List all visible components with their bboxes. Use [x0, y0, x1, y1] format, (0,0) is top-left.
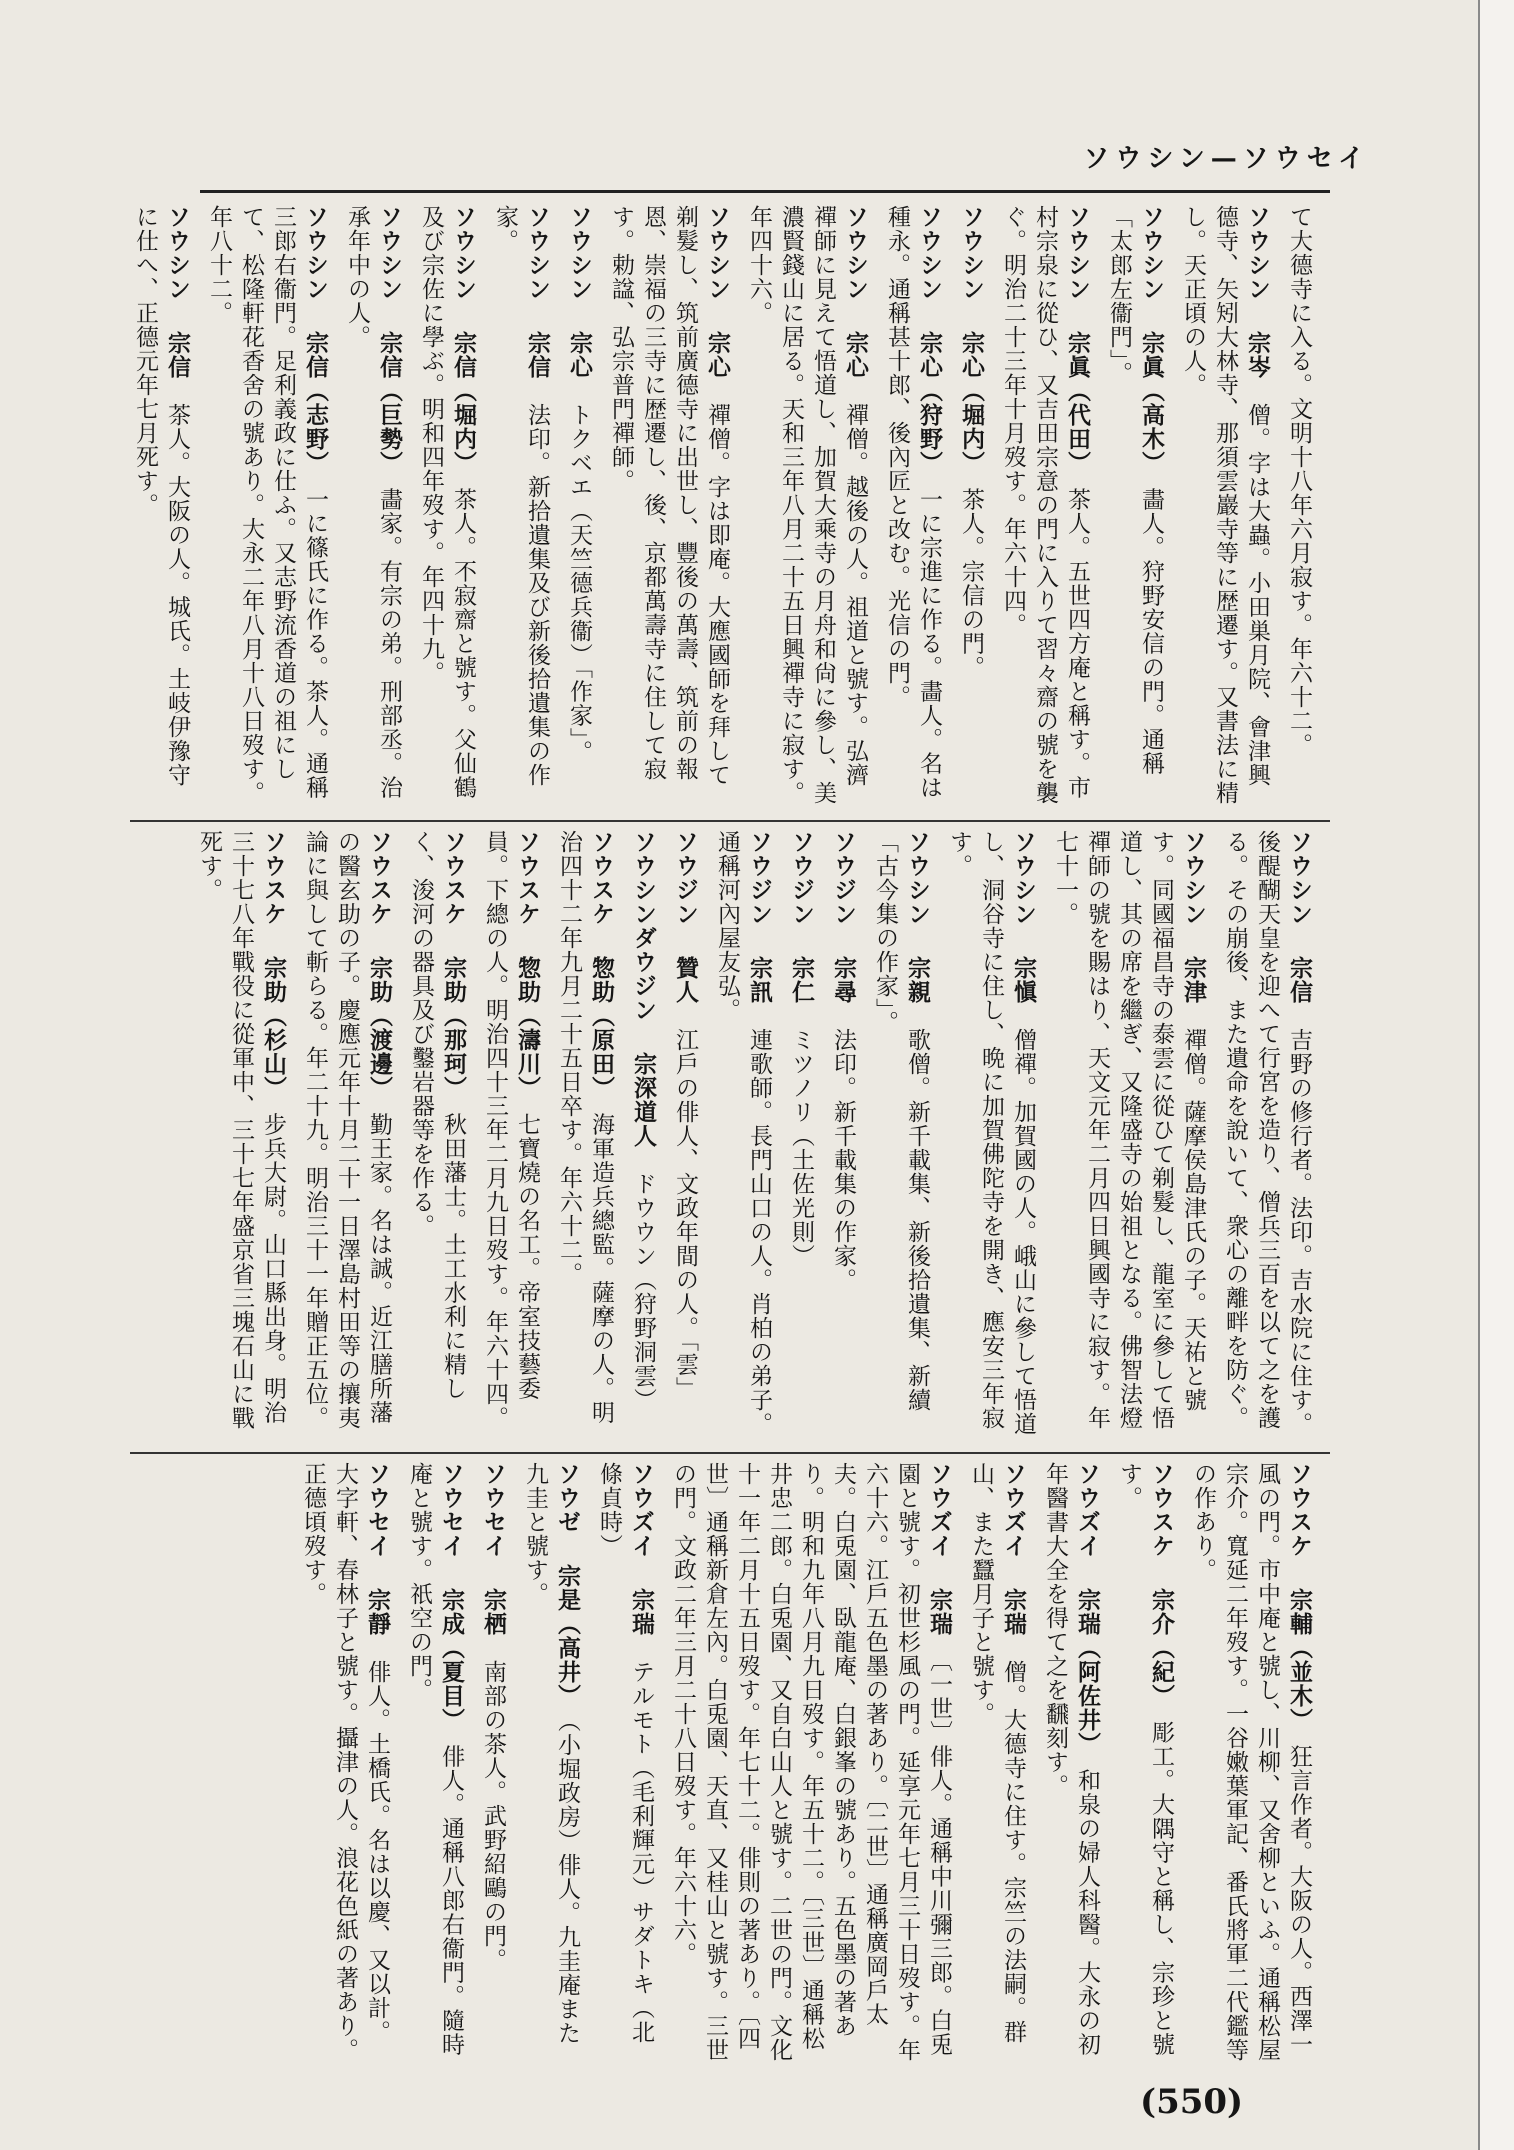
entry-reading: ソウスケ: [514, 830, 540, 926]
entry-text: 彫工。大隅守と稱し、宗珍と號す。: [1116, 1462, 1174, 2057]
entry-reading: ソウシン: [1010, 830, 1036, 926]
entry-name: 宗瑞: [628, 1588, 655, 1636]
dictionary-entry: [1039, 1462, 1103, 2062]
dictionary-entry: [1103, 205, 1167, 810]
entry-name: 宗信（巨勢）: [376, 331, 403, 464]
entry-reading: ソウシン: [376, 205, 402, 301]
entry-reading: ソウスケ: [1286, 1462, 1312, 1558]
dictionary-entry: [669, 830, 701, 1442]
entry-name: 宗尋: [830, 956, 857, 1004]
entry-text: 畵家。有宗の弟。刑部丞。治承年中の人。: [344, 205, 402, 800]
entry-text: 僧禪。加賀國の人。峨山に參して悟道し、洞谷寺に住し、晩に加賀佛陀寺を開き、應安三年寂す。: [946, 830, 1036, 1436]
page-edge: [1478, 0, 1514, 2150]
entry-reading: ソウゼ: [554, 1462, 580, 1534]
header-rule: [200, 190, 1330, 193]
dictionary-entry: [1177, 205, 1273, 810]
entry-name: 惣助（濤川）: [514, 956, 541, 1089]
entry-name: 宗栖: [480, 1588, 507, 1636]
entry-name: 宗輔（並木）: [1286, 1588, 1313, 1721]
entry-text: 俳人。土橋氏。名は以慶、又以計。大字軒、春林子と號す。攝津の人。浪花色紙の著あり。正德頃歿す。: [300, 1462, 390, 2062]
entry-text: 僧。大德寺に住す。宗竺の法嗣。群山、また蠶月子と號す。: [968, 1462, 1026, 2044]
entry-reading: ソウシン: [704, 205, 730, 301]
entry-text: ミツノリ（土佐光則）: [788, 1028, 814, 1268]
entry-text: ドウウン（狩野洞雲）: [630, 1172, 656, 1412]
dictionary-entry: [405, 830, 469, 1442]
dictionary-entry: [869, 830, 933, 1442]
entry-text: 禪僧。字は即庵。大應國師を拜して剃髮し、筑前廣德寺に出世し、豐後の萬壽、筑前の報恩、崇福の三寺に歴遷し、後、京都萬壽寺に住して寂す。勅諡、弘宗普門禪師。: [608, 205, 730, 787]
dictionary-entry: [785, 830, 817, 1442]
entry-name: 宗仁: [788, 956, 815, 1004]
entry-name: 宗心: [566, 331, 593, 379]
entry-reading: ソウジン: [672, 830, 698, 926]
entry-reading: ソウシン: [566, 205, 592, 301]
entry-text: 茶人。宗信の門。: [958, 487, 984, 680]
entry-name: 宗助（渡邊）: [366, 956, 393, 1089]
entry-text: 一に宗進に作る。畵人。名は種永。通稱甚十郎、後內匠と改む。光信の門。: [884, 205, 942, 800]
entry-name: 宗心（狩野）: [916, 331, 943, 464]
running-head: ソウシン—ソウセイ: [1083, 144, 1370, 174]
dictionary-entry: [965, 1462, 1029, 2062]
entry-reading: ソウシン: [1138, 205, 1164, 301]
entry-reading: ソウスケ: [588, 830, 614, 926]
entry-name: 宗信: [164, 331, 191, 379]
entry-name: 宗靜: [364, 1588, 391, 1636]
entry-name: 宗瑞（阿佐井）: [1074, 1588, 1101, 1745]
dictionary-entry: [403, 1462, 467, 2062]
entry-text: 吉野の修行者。法印。吉水院に住す。後醍醐天皇を迎へて行宮を造り、僧兵三百を以て之を護る。その崩後、また遺命を說いて、衆心の離畔を防ぐ。: [1222, 830, 1312, 1436]
dictionary-entry: [955, 205, 987, 810]
entry-text: 一に篠氏に作る。茶人。通稱三郎右衞門。足利義政に仕ふ。又志野流香道の祖にして、松隆軒花香舍の號あり。大永二年八月十八日歿す。年八十二。: [206, 205, 328, 805]
entry-reading: ソウジン: [746, 830, 772, 926]
entry-reading: ソウスケ: [366, 830, 392, 926]
entry-reading: ソウズイ: [1074, 1462, 1100, 1558]
dictionary-entry: [415, 205, 479, 810]
entry-name: 宗眞（高木）: [1138, 331, 1165, 464]
entry-text: テルモト（毛利輝元）サダトキ（北條貞時）: [596, 1462, 654, 2044]
entry-text: 畵人。狩野安信の門。通稱「太郎左衞門」。: [1106, 205, 1164, 776]
entry-text: 連歌師。長門山口の人。肖柏の弟子。通稱河內屋友弘。: [714, 830, 772, 1436]
entry-reading: ソウジン: [830, 830, 856, 926]
entry-text: 茶人。大阪の人。城氏。土岐伊豫守に仕へ、正德元年七月死す。: [132, 205, 190, 787]
dictionary-entry: [711, 830, 775, 1442]
entry-name: 宗信（堀内）: [450, 331, 477, 464]
entry-name: 宗信: [1286, 956, 1313, 1004]
entry-name: 宗深道人: [630, 1052, 657, 1148]
dictionary-entry: [593, 1462, 657, 2062]
entry-reading: ソウスケ: [440, 830, 466, 926]
entry-text: 南部の茶人。武野紹鷗の門。: [480, 1660, 506, 1972]
entry-text: 禪僧。薩摩侯島津氏の子。天祐と號す。同國福昌寺の泰雲に從ひて剃髮し、龍室に參して悟道し、其の席を繼ぎ、又隆盛寺の始祖となる。佛智法燈禪師の號を賜はり、天文元年二月四日興國寺に寂す。年七十一。: [1052, 830, 1206, 1430]
entry-reading: ソウシン: [1286, 830, 1312, 926]
dictionary-entry: [1283, 205, 1315, 810]
dictionary-entry: [553, 830, 617, 1442]
entry-reading: ソウシン: [1064, 205, 1090, 301]
entry-reading: ソウシン: [524, 205, 550, 301]
entry-reading: ソウスケ: [1148, 1462, 1174, 1558]
entry-reading: ソウズイ: [628, 1462, 654, 1558]
entry-text: 法印。新拾遺集及び新後拾遺集の作家。: [492, 205, 550, 787]
dictionary-entry: [519, 1462, 583, 2062]
entry-name: 宗瑞: [1000, 1588, 1027, 1636]
entry-text: 秋田藩士。土工水利に精しく、浚河の器具及び鑿岩器等を作る。: [408, 830, 466, 1401]
entry-reading: ソウシン: [842, 205, 868, 301]
entry-name: 宗心: [842, 331, 869, 379]
entry-name: 宗是（高井）: [554, 1564, 581, 1697]
block-bottom: [145, 1462, 1315, 2062]
entry-name: 宗成（夏目）: [438, 1588, 465, 1721]
dictionary-entry: [489, 205, 553, 810]
entry-text: （小堀政房）俳人。九圭庵また九圭と號す。: [522, 1462, 580, 2045]
entry-reading: ソウシン: [904, 830, 930, 926]
dictionary-entry: [297, 1462, 393, 2062]
entry-reading: ソウセイ: [364, 1462, 390, 1558]
dictionary-entry: [477, 1462, 509, 2062]
divider-rule: [130, 1452, 1330, 1454]
entry-name: 宗訊: [746, 956, 773, 1004]
entry-text: 江戶の俳人、文政年間の人。「雲」: [672, 1028, 698, 1401]
dictionary-entry: [563, 205, 595, 810]
entry-text: 七寶燒の名工。帝室技藝委員。下總の人。明治四十三年二月九日歿す。年六十四。: [482, 830, 540, 1430]
entry-text: 海軍造兵總監。薩摩の人。明治四十二年九月二十五日卒す。年六十二。: [556, 830, 614, 1425]
entry-name: 宗愼: [1010, 956, 1037, 1004]
entry-text: 歌僧。新千載集、新後拾遺集、新續「古今集の作家」。: [872, 830, 930, 1412]
dictionary-entry: [743, 205, 871, 810]
entry-name: 宗信（志野）: [302, 331, 329, 464]
entry-text: 僧。字は大蟲。小田巣月院、會津興德寺、矢矧大林寺、那須雲巖寺等に歴遷す。又書法に精し。天正頃の人。: [1180, 205, 1270, 805]
entry-reading: ソウセイ: [438, 1462, 464, 1558]
dictionary-entry: [129, 205, 193, 810]
dictionary-entry: [943, 830, 1039, 1442]
entry-reading: ソウシンダウジン: [630, 830, 656, 1022]
entry-text: トクベエ（天竺德兵衞）「作家」。: [566, 403, 592, 764]
entry-reading: ソウシン: [1180, 830, 1206, 926]
entry-name: 惣助（原田）: [588, 956, 615, 1089]
entry-text: 狂言作者。大阪の人。西澤一風の門。市中庵と號し、川柳、又舍柳といふ。通稱松屋宗介。寬延二年歿す。一谷嫩葉軍記、番氏將軍二代鑑等の作あり。: [1190, 1462, 1312, 2062]
dictionary-entry: [881, 205, 945, 810]
entry-reading: ソウシン: [958, 205, 984, 301]
entry-reading: ソウシン: [916, 205, 942, 301]
dictionary-entry: [1113, 1462, 1177, 2062]
entry-name: 宗助（那珂）: [440, 956, 467, 1089]
entry-name: 宗信: [524, 331, 551, 379]
entry-reading: ソウシン: [164, 205, 190, 301]
entry-reading: ソウシン: [302, 205, 328, 301]
entry-name: 宗瑞: [926, 1588, 953, 1636]
entry-reading: ソウズイ: [1000, 1462, 1026, 1558]
entry-reading: ソウスケ: [260, 830, 286, 926]
dictionary-entry: [341, 205, 405, 810]
entry-text: て大德寺に入る。文明十八年六月寂す。年六十二。: [1286, 205, 1312, 757]
entry-name: 宗津: [1180, 956, 1207, 1004]
dictionary-entry: [299, 830, 395, 1442]
entry-text: 和泉の婦人科醫。大永の初年醫書大全を得て之を飜刻す。: [1042, 1462, 1100, 2057]
entry-text: 茶人。不寂齋と號す。父仙鶴及び宗佐に學ぶ。明和四年歿す。年四十九。: [418, 205, 476, 800]
entry-name: 宗親: [904, 956, 931, 1004]
entry-text: 步兵大尉。山口縣出身。明治三十七八年戰役に從軍中、三十七年盛京省三塊石山に戰死す。: [196, 830, 286, 1430]
entry-name: 宗心（堀内）: [958, 331, 985, 464]
entry-text: 禪僧。越後の人。祖道と號す。弘濟禪師に見えて悟道し、加賀大乘寺の月舟和尙に參し、美濃賢錢山に居る。天和三年八月二十五日興禪寺に寂す。年四十六。: [746, 205, 868, 805]
entry-text: 俳人。通稱八郎右衞門。隨時庵と號す。祇空の門。: [406, 1462, 464, 2057]
entry-reading: ソウジン: [788, 830, 814, 926]
entry-name: 贊人: [672, 956, 699, 1004]
entry-reading: ソウズイ: [926, 1462, 952, 1558]
entry-reading: ソウシン: [450, 205, 476, 301]
entry-name: 宗介（紀）: [1148, 1588, 1175, 1697]
entry-name: 宗岑: [1244, 331, 1271, 379]
entry-text: 茶人。五世四方庵と稱す。市村宗泉に從ひ、又吉田宗意の門に入りて習々齋の號を襲ぐ。明治二十三年十月歿す。年六十四。: [1000, 205, 1090, 805]
entry-name: 宗眞（代田）: [1064, 331, 1091, 464]
page-number: (550): [1140, 2082, 1244, 2122]
entry-text: 〔一世〕俳人。通稱中川彌三郎。白兎園と號す。初世杉風の門。延享元年七月三十日歿す。年六十六。江戶五色墨の著あり。〔二世〕通稱廣岡戶太夫。白兎園、臥龍庵、白銀峯の號あり。五色墨の著あり。明和九年八月九日歿す。年五十二。〔三世〕通稱松井忠二郎。白兎園、又自白山人と號す。二世の門。文化十一年二月十五日歿す。年七十二。俳則の著あり。〔四世〕通稱新倉左內。白兎園、天直、又桂山と號す。三世の門。文政二年三月二十八日歿す。年六十六。: [670, 1462, 952, 2062]
block-middle: [145, 830, 1315, 1442]
divider-rule: [130, 820, 1330, 822]
dictionary-entry: [193, 830, 289, 1442]
dictionary-entry: [827, 830, 859, 1442]
entry-text: 法印。新千載集の作家。: [830, 1028, 856, 1292]
entry-text: 勤王家。名は誠。近江膳所藩の醫玄助の子。慶應元年十月二十一日澤島村田等の攘夷論に與して斬らる。年二十九。明治三十一年贈正五位。: [302, 830, 392, 1430]
entry-name: 宗心: [704, 331, 731, 379]
dictionary-entry: [1187, 1462, 1315, 2062]
dictionary-entry: [203, 205, 331, 810]
entry-name: 宗助（杉山）: [260, 956, 287, 1089]
dictionary-entry: [997, 205, 1093, 810]
dictionary-entry: [667, 1462, 955, 2062]
dictionary-entry: [1049, 830, 1209, 1442]
dictionary-entry: [605, 205, 733, 810]
dictionary-entry: [479, 830, 543, 1442]
dictionary-entry: [627, 830, 659, 1442]
entry-reading: ソウセイ: [480, 1462, 506, 1558]
entry-reading: ソウシン: [1244, 205, 1270, 301]
dictionary-entry: [1219, 830, 1315, 1442]
block-top: [132, 205, 1315, 810]
